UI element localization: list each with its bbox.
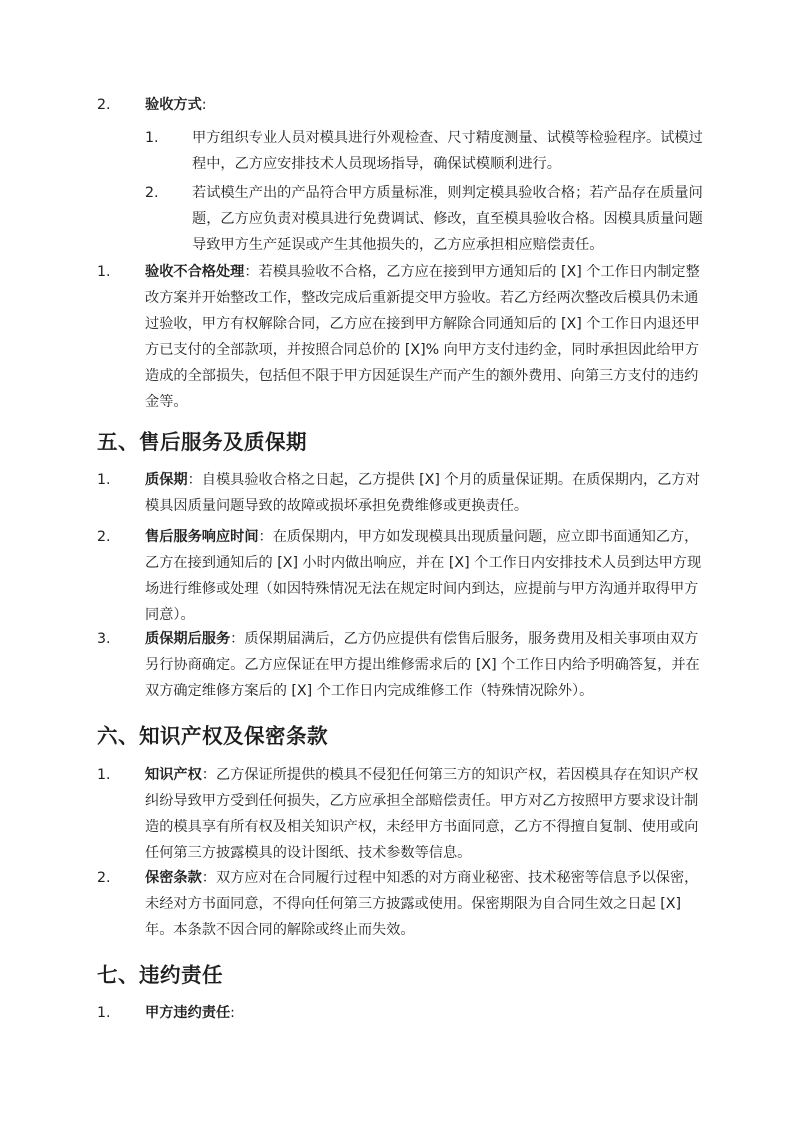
section-heading: 六、知识产权及保密条款 [97,724,328,748]
list-number: 2. [97,529,111,545]
item-text: ：双方应对在合同履行过程中知悉的对方商业秘密、技术秘密等信息予以保密，未经对方书面同意，不得向任何第三方披露或使用。保密期限为自合同生效之日起 [X] 年。本条款不因合同的解除或终止而失效。 [145,870,699,938]
list-number: 1. [97,264,111,280]
item-text: ：乙方保证所提供的模具不侵犯任何第三方的知识产权，若因模具存在知识产权纠纷导致甲方受到任何损失，乙方应承担全部赔偿责任。甲方对乙方按照甲方要求设计制造的模具享有所有权及相关知识产权，未经甲方书面同意，乙方不得擅自复制、使用或向任何第三方披露模具的设计图纸、技术参数等信息。 [145,767,699,861]
list-number: 1. [97,1005,111,1021]
item-label: 验收不合格处理 [145,264,245,280]
item-text: 甲方组织专业人员对模具进行外观检查、尺寸精度测量、试模等检验程序。试模过程中，乙方应安排技术人员现场指导，确保试模顺利进行。 [192,130,703,172]
section-heading: 七、违约责任 [97,963,223,987]
item-text: ：自模具验收合格之日起，乙方提供 [X] 个月的质量保证期。在质保期内，乙方对模具因质量问题导致的故障或损坏承担免费维修或更换责任。 [145,472,700,514]
list-number: 1. [97,767,111,783]
item-label: 甲方违约责任 [145,1005,231,1021]
item-label: 售后服务响应时间 [145,529,259,545]
list-number: 2. [97,870,111,886]
list-number: 3. [97,631,111,647]
item-text: ：质保期届满后，乙方仍应提供有偿售后服务，服务费用及相关事项由双方另行协商确定。乙方应保证在甲方提出维修需求后的 [X] 个工作日内给予明确答复，并在双方确定维修方案后的 [X] 个工作日内完成维修工作（特殊情况除外）。 [145,631,700,699]
list-number: 2. [97,97,111,113]
list-number: 2. [145,185,159,201]
item-label: 保密条款 [145,870,202,886]
item-label: 验收方式 [145,97,202,113]
item-label: 质保期后服务 [145,631,231,647]
list-number: 1. [145,130,159,146]
list-number: 1. [97,472,111,488]
item-label: 质保期 [145,472,188,488]
section-heading: 五、售后服务及质保期 [97,430,307,454]
document-page: 2. 验收方式: 1. 甲方组织专业人员对模具进行外观检查、尺寸精度测量、试模等检验程序。试模过程中，乙方应安排技术人员现场指导，确保试模顺利进行。 2. 若试模生产出的产品符合甲方质量标准，则判定模具验收合格；若产品存在质量问题，乙方应负责对模具进行免费调试、修改，直至模具验收合格。因模具质量问题导致甲方生产延误或产生其他损失的，乙方应承担相应赔偿责任。 1. 验收不合格处理：若模具验收不合格，乙方应在接到甲方通知后的 [X] 个工作日内制定整改方案并开始整改工作，整改完成后重新提交甲方验收。若乙方经两次整改后模具仍未通过验收，甲方有权解除合同，乙方应在接到甲方解除合同通知后的 [X] 个工作日内退还甲方已支付的全部款项，并按照合同总价的 [X]% 向甲方支付违约金，同时承担因此给甲方造成的全部损失，包括但不限于甲方因延误生产而产生的额外费用、向第三方支付的违约金等。 五、售后服务及质保期 1. 质保期：自模具验收合格之日起，乙方提供 [X] 个月的质量保证期。在质保期内，乙方对模具因质量问题导致的故障或损坏承担免费维修或更换责任。 2. 售后服务响应时间：在质保期内，甲方如发现模具出现质量问题，应立即书面通知乙方，乙方在接到通知后的 [X] 小时内做出响应，并在 [X] 个工作日内安排技术人员到达甲方现场进行维修或处理（如因特殊情况无法在规定时间内到达，应提前与甲方沟通并取得甲方同意）。 3. 质保期后服务：质保期届满后，乙方仍应提供有偿售后服务，服务费用及相关事项由双方另行协商确定。乙方应保证在甲方提出维修需求后的 [X] 个工作日内给予明确答复，并在双方确定维修方案后的 [X] 个工作日内完成维修工作（特殊情况除外）。 六、知识产权及保密条款 1. 知识产权：乙方保证所提供的模具不侵犯任何第三方的知识产权，若因模具存在知识产权纠纷导致甲方受到任何损失，乙方应承担全部赔偿责任。甲方对乙方按照甲方要求设计制造的模具享有所有权及相关知识产权，未经甲方书面同意，乙方不得擅自复制、使用或向任何第三方披露模具的设计图纸、技术参数等信息。 2. 保密条款：双方应对在合同履行过程中知悉的对方商业秘密、技术秘密等信息予以保密，未经对方书面同意，不得向任何第三方披露或使用。保密期限为自合同生效之日起 [X] 年。本条款不因合同的解除或终止而失效。 七、违约责任 1. 甲方违约责任: [0,0,794,1123]
item-text: ：在质保期内，甲方如发现模具出现质量问题，应立即书面通知乙方，乙方在接到通知后的 [X] 小时内做出响应，并在 [X] 个工作日内安排技术人员到达甲方现场进行维修或处理（如因特殊情况无法在规定时间内到达，应提前与甲方沟通并取得甲方同意）。 [145,529,702,623]
item-text: 若试模生产出的产品符合甲方质量标准，则判定模具验收合格；若产品存在质量问题，乙方应负责对模具进行免费调试、修改，直至模具验收合格。因模具质量问题导致甲方生产延误或产生其他损失的，乙方应承担相应赔偿责任。 [192,185,703,253]
item-text: ：若模具验收不合格，乙方应在接到甲方通知后的 [X] 个工作日内制定整改方案并开始整改工作，整改完成后重新提交甲方验收。若乙方经两次整改后模具仍未通过验收，甲方有权解除合同，乙方应在接到甲方解除合同通知后的 [X] 个工作日内退还甲方已支付的全部款项，并按照合同总价的 [X]% 向甲方支付违约金，同时承担因此给甲方造成的全部损失，包括但不限于甲方因延误生产而产生的额外费用、向第三方支付的违约金等。 [145,264,700,410]
item-label: 知识产权 [145,767,202,783]
